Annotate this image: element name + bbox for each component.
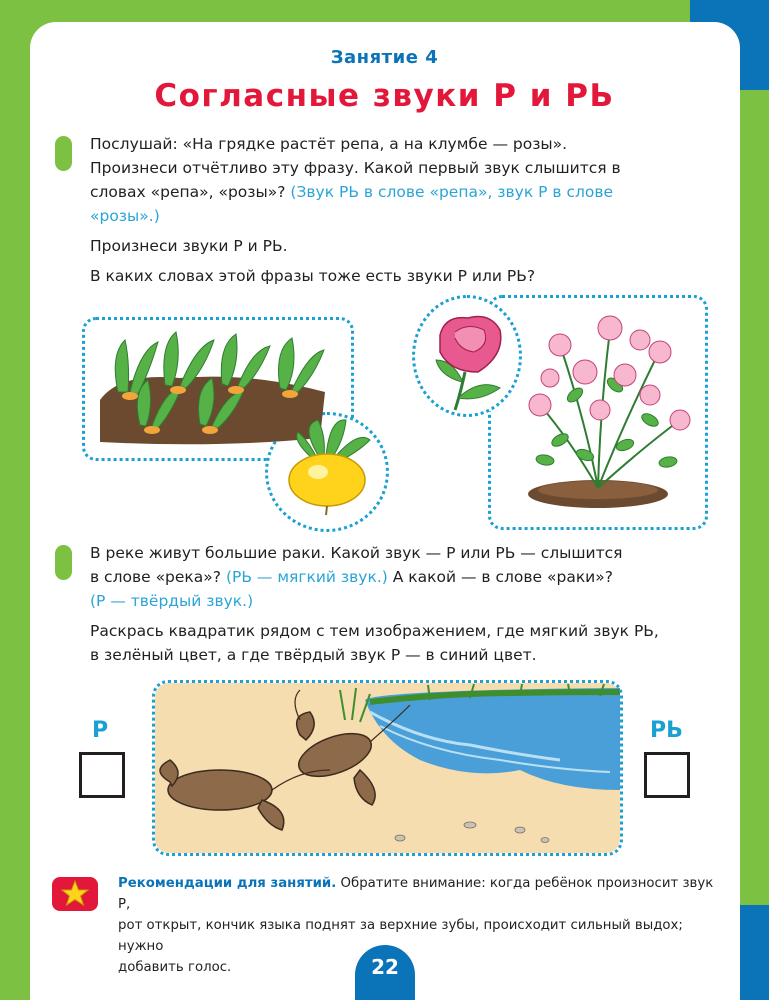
task-2-line-1: В реке живут большие раки. Какой звук — Р или РЬ — слышится: [90, 544, 623, 562]
crayfish-river-picture-frame: [152, 680, 623, 856]
coloring-instruction-line-1: Раскрась квадратик рядом с тем изображением, где мягкий звук РЬ,: [90, 622, 659, 640]
task-2-line-2: [90, 565, 705, 589]
recommendation-line-1: [118, 873, 718, 915]
garden-bed-illustration: [100, 332, 325, 444]
answer-hint: (Звук РЬ в слове «репа», звук Р в слове: [290, 183, 614, 201]
coloring-instruction-line-2: в зелёный цвет, а где твёрдый звук Р — в синий цвет.: [90, 646, 537, 664]
lesson-label: Занятие 4: [330, 47, 439, 68]
recommendation-title: Рекомендации для занятий.: [118, 876, 337, 891]
recommendation-badge: [52, 877, 98, 911]
task-1-line-3-text: словах «репа», «розы»?: [90, 183, 286, 201]
color-square-left[interactable]: [79, 752, 125, 798]
recommendation-line-3: добавить голос.: [118, 960, 232, 975]
bullet-marker: [55, 545, 72, 580]
page-number: 22: [355, 945, 415, 1000]
task-2-line-2-text: в слове «река»?: [90, 568, 222, 586]
recommendation-text: [118, 873, 718, 978]
answer-hint-continued: «розы».): [90, 207, 160, 225]
task-1-line-2: Произнеси отчётливо эту фразу. Какой первый звук слышится в: [90, 159, 621, 177]
answer-hint: (РЬ — мягкий звук.): [225, 568, 388, 586]
task-1-instruction: Произнеси звуки Р и РЬ.: [90, 237, 288, 255]
page-title: Согласные звуки Р и РЬ: [154, 78, 615, 114]
task-2-line-2-tail: А какой — в слове «раки»?: [392, 568, 613, 586]
rose-illustration: [436, 317, 501, 411]
answer-hint: (Р — твёрдый звук.): [90, 592, 254, 610]
task-1-question: В каких словах этой фразы тоже есть звуки Р или РЬ?: [90, 267, 536, 285]
coloring-instruction: [90, 619, 705, 667]
recommendation-line-2: рот открыт, кончик языка поднят за верхние зубы, происходит сильный выдох; нужно: [118, 918, 683, 954]
letter-r-label: Р: [92, 718, 109, 743]
task-1-line-1: Послушай: «На грядке растёт репа, а на клумбе — розы».: [90, 135, 568, 153]
rose-bush-illustration: [528, 316, 690, 508]
recommendation-line-1-text: Обратите внимание: когда ребёнок произносит звук Р,: [118, 876, 714, 912]
task-2-text: [90, 541, 705, 613]
color-square-right[interactable]: [644, 752, 690, 798]
turnip-illustration: [289, 420, 370, 515]
letter-rsoft-label: РЬ: [650, 718, 683, 743]
